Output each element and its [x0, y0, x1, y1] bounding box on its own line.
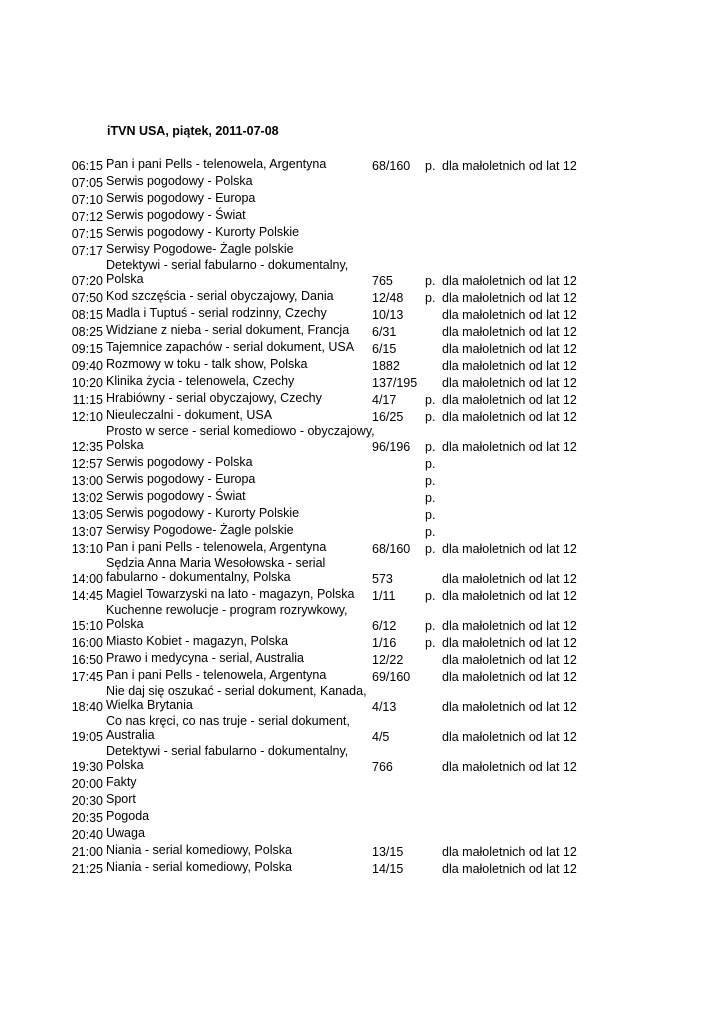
schedule-row — [0, 826, 724, 843]
age-rating: dla małoletnich od lat 12 — [442, 342, 577, 356]
program-title: Serwis pogodowy - Świat — [106, 208, 246, 222]
program-title: Klinika życia - telenowela, Czechy — [106, 374, 295, 388]
episode-number: 1/11 — [372, 589, 396, 603]
program-title: Kod szczęścia - serial obyczajowy, Dania — [106, 289, 334, 303]
program-title: Pan i pani Pells - telenowela, Argentyna — [106, 540, 327, 554]
episode-number: 765 — [372, 274, 393, 288]
episode-number: 12/48 — [372, 291, 404, 305]
episode-number: 68/160 — [372, 542, 411, 556]
schedule-row — [0, 860, 724, 877]
episode-number: 4/13 — [372, 700, 397, 714]
program-time: 15:10 — [71, 619, 103, 633]
episode-number: 573 — [372, 572, 393, 586]
premiere-mark: p. — [425, 508, 436, 522]
premiere-mark: p. — [425, 525, 436, 539]
program-title: Serwis pogodowy - Polska — [106, 174, 253, 188]
age-rating: dla małoletnich od lat 12 — [442, 589, 577, 603]
program-time: 13:00 — [71, 474, 103, 488]
episode-number: 766 — [372, 760, 393, 774]
program-title: Fakty — [106, 775, 137, 789]
schedule-row — [0, 506, 724, 523]
schedule-row — [0, 472, 724, 489]
premiere-mark: p. — [425, 589, 436, 603]
program-title: Niania - serial komediowy, Polska — [106, 843, 292, 857]
age-rating: dla małoletnich od lat 12 — [442, 730, 577, 744]
program-time: 14:00 — [71, 572, 103, 586]
age-rating: dla małoletnich od lat 12 — [442, 308, 577, 322]
program-title: Hrabiówny - serial obyczajowy, Czechy — [106, 391, 322, 405]
schedule-row — [0, 340, 724, 357]
age-rating: dla małoletnich od lat 12 — [442, 359, 577, 373]
program-title: Serwis pogodowy - Europa — [106, 191, 256, 205]
age-rating: dla małoletnich od lat 12 — [442, 274, 577, 288]
program-time: 09:40 — [71, 359, 103, 373]
program-time: 20:30 — [71, 794, 103, 808]
episode-number: 137/195 — [372, 376, 418, 390]
episode-number: 4/17 — [372, 393, 397, 407]
program-time: 07:12 — [71, 210, 103, 224]
program-time: 06:15 — [71, 159, 103, 173]
premiere-mark: p. — [425, 440, 436, 454]
schedule-row — [0, 357, 724, 374]
program-time: 09:15 — [71, 342, 103, 356]
program-time: 07:17 — [71, 244, 103, 258]
program-title: Detektywi - serial fabularno - dokumentalny, Polska — [106, 744, 349, 772]
schedule-row — [0, 651, 724, 668]
episode-number: 16/25 — [372, 410, 404, 424]
program-title: Rozmowy w toku - talk show, Polska — [106, 357, 308, 371]
age-rating: dla małoletnich od lat 12 — [442, 440, 577, 454]
schedule-row — [0, 455, 724, 472]
premiere-mark: p. — [425, 457, 436, 471]
premiere-mark: p. — [425, 491, 436, 505]
age-rating: dla małoletnich od lat 12 — [442, 619, 577, 633]
program-time: 07:15 — [71, 227, 103, 241]
premiere-mark: p. — [425, 393, 436, 407]
program-title: Co nas kręci, co nas truje - serial dokument, Australia — [106, 714, 350, 742]
program-time: 08:15 — [71, 308, 103, 322]
program-title: Niania - serial komediowy, Polska — [106, 860, 292, 874]
program-title: Serwis pogodowy - Polska — [106, 455, 253, 469]
schedule-row — [0, 225, 724, 242]
program-title: Serwisy Pogodowe- Żagle polskie — [106, 242, 294, 256]
schedule-row — [0, 391, 724, 408]
schedule-row — [0, 668, 724, 685]
program-time: 12:57 — [71, 457, 103, 471]
age-rating: dla małoletnich od lat 12 — [442, 410, 577, 424]
program-title: Serwisy Pogodowe- Żagle polskie — [106, 523, 294, 537]
episode-number: 10/13 — [372, 308, 404, 322]
program-time: 20:40 — [71, 828, 103, 842]
program-title: Pan i pani Pells - telenowela, Argentyna — [106, 668, 327, 682]
program-time: 18:40 — [71, 700, 103, 714]
schedule-row — [0, 306, 724, 323]
age-rating: dla małoletnich od lat 12 — [442, 325, 577, 339]
schedule-row — [0, 208, 724, 225]
program-time: 20:00 — [71, 777, 103, 791]
schedule-row — [0, 157, 724, 174]
episode-number: 6/12 — [372, 619, 397, 633]
program-time: 19:05 — [71, 730, 103, 744]
schedule-row — [0, 557, 724, 587]
program-time: 20:35 — [71, 811, 103, 825]
age-rating: dla małoletnich od lat 12 — [442, 653, 577, 667]
episode-number: 4/5 — [372, 730, 390, 744]
schedule-row — [0, 289, 724, 306]
schedule-row — [0, 191, 724, 208]
program-title: Magiel Towarzyski na lato - magazyn, Polska — [106, 587, 355, 601]
age-rating: dla małoletnich od lat 12 — [442, 376, 577, 390]
program-title: Sędzia Anna Maria Wesołowska - serial fabularno - dokumentalny, Polska — [106, 556, 326, 584]
schedule-row — [0, 604, 724, 634]
program-title: Serwis pogodowy - Europa — [106, 472, 256, 486]
schedule-list — [0, 157, 724, 877]
schedule-row — [0, 685, 724, 715]
schedule-row — [0, 174, 724, 191]
premiere-mark: p. — [425, 542, 436, 556]
program-time: 12:10 — [71, 410, 103, 424]
age-rating: dla małoletnich od lat 12 — [442, 159, 577, 173]
program-time: 07:50 — [71, 291, 103, 305]
episode-number: 14/15 — [372, 862, 404, 876]
schedule-row — [0, 809, 724, 826]
program-title: Detektywi - serial fabularno - dokumentalny, Polska — [106, 258, 349, 286]
schedule-row — [0, 242, 724, 259]
schedule-row — [0, 523, 724, 540]
premiere-mark: p. — [425, 636, 436, 650]
program-title: Widziane z nieba - serial dokument, Francja — [106, 323, 350, 337]
program-title: Madla i Tuptuś - serial rodzinny, Czechy — [106, 306, 327, 320]
program-title: Tajemnice zapachów - serial dokument, USA — [106, 340, 355, 354]
age-rating: dla małoletnich od lat 12 — [442, 393, 577, 407]
program-title: Serwis pogodowy - Kurorty Polskie — [106, 506, 300, 520]
episode-number: 96/196 — [372, 440, 411, 454]
episode-number: 13/15 — [372, 845, 404, 859]
schedule-row — [0, 843, 724, 860]
premiere-mark: p. — [425, 159, 436, 173]
program-title: Nieuleczalni - dokument, USA — [106, 408, 273, 422]
premiere-mark: p. — [425, 291, 436, 305]
age-rating: dla małoletnich od lat 12 — [442, 760, 577, 774]
schedule-row — [0, 587, 724, 604]
program-title: Serwis pogodowy - Świat — [106, 489, 246, 503]
schedule-row — [0, 634, 724, 651]
program-time: 07:10 — [71, 193, 103, 207]
schedule-row — [0, 792, 724, 809]
schedule-row — [0, 745, 724, 775]
age-rating: dla małoletnich od lat 12 — [442, 700, 577, 714]
page-title: iTVN USA, piątek, 2011-07-08 — [107, 124, 279, 138]
schedule-row — [0, 425, 724, 455]
program-title: Kuchenne rewolucje - program rozrywkowy, Polska — [106, 603, 348, 631]
premiere-mark: p. — [425, 274, 436, 288]
program-title: Nie daj się oszukać - serial dokument, Kanada, Wielka Brytania — [106, 684, 367, 712]
age-rating: dla małoletnich od lat 12 — [442, 845, 577, 859]
program-time: 07:05 — [71, 176, 103, 190]
age-rating: dla małoletnich od lat 12 — [442, 572, 577, 586]
schedule-row — [0, 259, 724, 289]
age-rating: dla małoletnich od lat 12 — [442, 670, 577, 684]
program-time: 19:30 — [71, 760, 103, 774]
episode-number: 6/31 — [372, 325, 397, 339]
schedule-row — [0, 540, 724, 557]
program-time: 13:07 — [71, 525, 103, 539]
episode-number: 68/160 — [372, 159, 411, 173]
premiere-mark: p. — [425, 410, 436, 424]
program-time: 12:35 — [71, 440, 103, 454]
premiere-mark: p. — [425, 619, 436, 633]
program-time: 16:50 — [71, 653, 103, 667]
schedule-row — [0, 489, 724, 506]
age-rating: dla małoletnich od lat 12 — [442, 636, 577, 650]
premiere-mark: p. — [425, 474, 436, 488]
schedule-row — [0, 775, 724, 792]
age-rating: dla małoletnich od lat 12 — [442, 291, 577, 305]
schedule-row — [0, 374, 724, 391]
program-time: 08:25 — [71, 325, 103, 339]
program-time: 16:00 — [71, 636, 103, 650]
program-title: Uwaga — [106, 826, 145, 840]
program-title: Sport — [106, 792, 136, 806]
age-rating: dla małoletnich od lat 12 — [442, 542, 577, 556]
program-title: Pan i pani Pells - telenowela, Argentyna — [106, 157, 327, 171]
program-title: Miasto Kobiet - magazyn, Polska — [106, 634, 289, 648]
schedule-row — [0, 323, 724, 340]
program-title: Pogoda — [106, 809, 150, 823]
episode-number: 1882 — [372, 359, 400, 373]
program-time: 13:05 — [71, 508, 103, 522]
episode-number: 1/16 — [372, 636, 397, 650]
episode-number: 12/22 — [372, 653, 404, 667]
program-time: 10:20 — [71, 376, 103, 390]
program-title: Serwis pogodowy - Kurorty Polskie — [106, 225, 300, 239]
program-time: 21:00 — [71, 845, 103, 859]
program-time: 11:15 — [72, 393, 103, 407]
program-time: 21:25 — [71, 862, 103, 876]
episode-number: 6/15 — [372, 342, 397, 356]
program-time: 17:45 — [71, 670, 103, 684]
program-time: 14:45 — [71, 589, 103, 603]
program-title: Prawo i medycyna - serial, Australia — [106, 651, 304, 665]
episode-number: 69/160 — [372, 670, 411, 684]
program-time: 13:10 — [71, 542, 103, 556]
program-time: 13:02 — [71, 491, 103, 505]
age-rating: dla małoletnich od lat 12 — [442, 862, 577, 876]
schedule-row — [0, 715, 724, 745]
schedule-row — [0, 408, 724, 425]
program-title: Prosto w serce - serial komediowo - obyczajowy, Polska — [106, 424, 375, 452]
program-time: 07:20 — [71, 274, 103, 288]
